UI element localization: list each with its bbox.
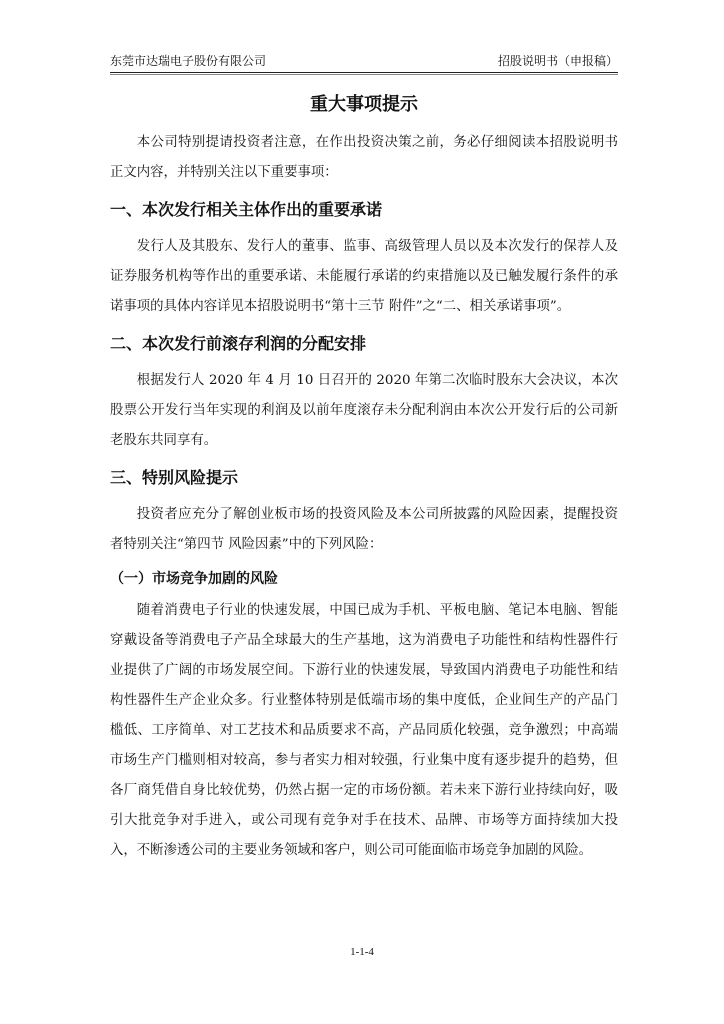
- section-paragraph-commitments: 发行人及其股东、发行人的董事、监事、高级管理人员以及本次发行的保荐人及证券服务机构等作出的重要承诺、未能履行承诺的约束措施以及已触发履行条件的承诺事项的具体内容详见本招股说明书“第十三节 附件”之“二、相关承诺事项”。: [110, 239, 618, 314]
- intro-paragraph: 本公司特别提请投资者注意，在作出投资决策之前，务必仔细阅读本招股说明书正文内容，并特别关注以下重要事项：: [110, 135, 618, 180]
- section-paragraph-risk-warning: 投资者应充分了解创业板市场的投资风险及本公司所披露的风险因素，提醒投资者特别关注“第四节 风险因素”中的下列风险：: [110, 507, 618, 552]
- page-body: [110, 92, 618, 870]
- subsection-paragraph-market-competition: 随着消费电子行业的快速发展，中国已成为手机、平板电脑、笔记本电脑、智能穿戴设备等消费电子产品全球最大的生产基地，这为消费电子功能性和结构性器件行业提供了广阔的市场发展空间。下游行业的快速发展，导致国内消费电子功能性和结构性器件生产企业众多。行业整体特别是低端市场的集中度低，企业间生产的产品门槛低、工序简单、对工艺技术和品质要求不高，产品同质化较强，竞争激烈；中高端市场生产门槛则相对较高，参与者实力相对较强，行业集中度有逐步提升的趋势，但各厂商凭借自身比较优势，仍然占据一定的市场份额。若未来下游行业持续向好，吸引大批竞争对手进入，或公司现有竞争对手在技术、品牌、市场等方面持续加大投入，不断渗透公司的主要业务领域和客户，则公司可能面临市场竞争加剧的风险。: [110, 603, 618, 858]
- page-header: [110, 52, 618, 73]
- header-divider: [110, 74, 618, 75]
- header-document-type: 招股说明书（申报稿）: [497, 54, 618, 68]
- subsection-heading-market-competition: （一）市场竞争加剧的风险: [110, 571, 278, 587]
- page-number: 1-1-4: [350, 946, 374, 958]
- section-heading-risk-warning: 三、特别风险提示: [110, 468, 239, 487]
- section-paragraph-profit-distribution: 根据发行人 2020 年 4 月 10 日召开的 2020 年第二次临时股东大会决议，本次股票公开发行当年实现的利润及以前年度滚存未分配利润由本次公开发行后的公司新老股东共同享有。: [110, 373, 618, 448]
- section-heading-commitments: 一、本次发行相关主体作出的重要承诺: [110, 200, 383, 219]
- section-heading-profit-distribution: 二、本次发行前滚存利润的分配安排: [110, 334, 367, 353]
- header-company-name: 东莞市达瑞电子股份有限公司: [110, 54, 267, 68]
- page-title: 重大事项提示: [310, 94, 418, 115]
